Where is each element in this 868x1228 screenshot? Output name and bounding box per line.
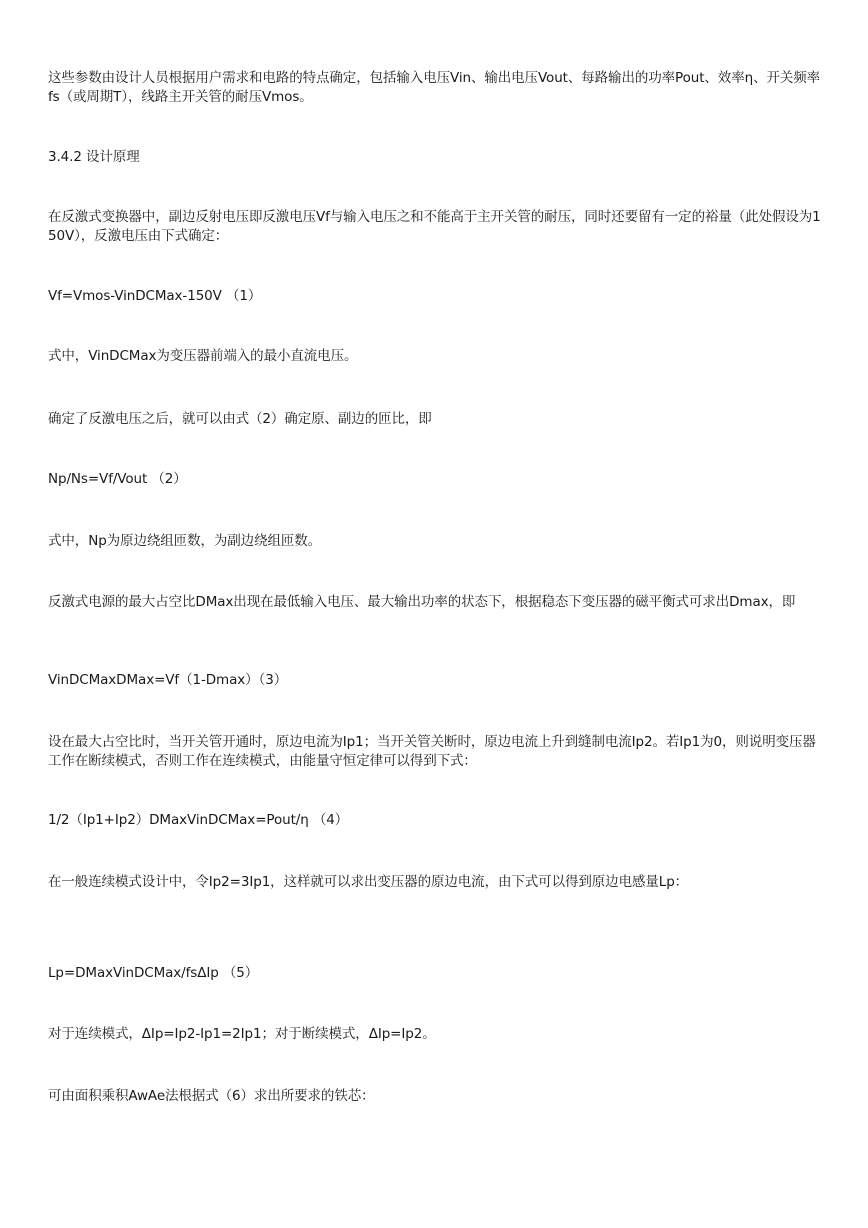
equation-4: 1/2（Ip1+Ip2）DMaxVinDCMax=Pout/η （4） [48, 812, 349, 828]
intro-paragraph: 这些参数由设计人员根据用户需求和电路的特点确定，包括输入电压Vin、输出电压Vout、每路输出的功率Pout、效率η、开关频率fs（或周期T），线路主开关管的耐压Vmos。 [48, 70, 821, 105]
primary-current-paragraph: 设在最大占空比时，当开关管开通时，原边电流为Ip1；当开关管关断时，原边电流上升到缝制电流Ip2。若Ip1为0，则说明变压器工作在断续模式，否则工作在连续模式，由能量守恒定律可以得到下式： [48, 734, 816, 769]
core-selection-paragraph: 可由面积乘积AwAe法根据式（6）求出所要求的铁芯： [48, 1088, 375, 1104]
equation-1-note: 式中，VinDCMax为变压器前端入的最小直流电压。 [48, 348, 358, 364]
equation-3: VinDCMaxDMax=Vf（1-Dmax）（3） [48, 672, 288, 688]
flyback-voltage-paragraph: 在反激式变换器中，副边反射电压即反激电压Vf与输入电压之和不能高于主开关管的耐压，同时还要留有一定的裕量（此处假设为150V），反激电压由下式确定： [48, 209, 821, 244]
equation-5: Lp=DMaxVinDCMax/fsΔIp （5） [48, 965, 259, 981]
section-heading: 3.4.2 设计原理 [48, 149, 140, 165]
delta-ip-paragraph: 对于连续模式，ΔIp=Ip2-Ip1=2Ip1；对于断续模式，ΔIp=Ip2。 [48, 1026, 436, 1042]
equation-1: Vf=Vmos-VinDCMax-150V （1） [48, 288, 262, 304]
turns-ratio-paragraph: 确定了反激电压之后，就可以由式（2）确定原、副边的匝比，即 [48, 411, 432, 427]
equation-2: Np/Ns=Vf/Vout （2） [48, 471, 187, 487]
equation-2-note: 式中，Np为原边绕组匝数，为副边绕组匝数。 [48, 533, 322, 549]
continuous-mode-paragraph: 在一般连续模式设计中，令Ip2=3Ip1，这样就可以求出变压器的原边电流，由下式可以得到原边电感量Lp： [48, 874, 689, 890]
max-duty-paragraph: 反激式电源的最大占空比DMax出现在最低输入电压、最大输出功率的状态下，根据稳态下变压器的磁平衡式可求出Dmax，即 [48, 594, 796, 610]
